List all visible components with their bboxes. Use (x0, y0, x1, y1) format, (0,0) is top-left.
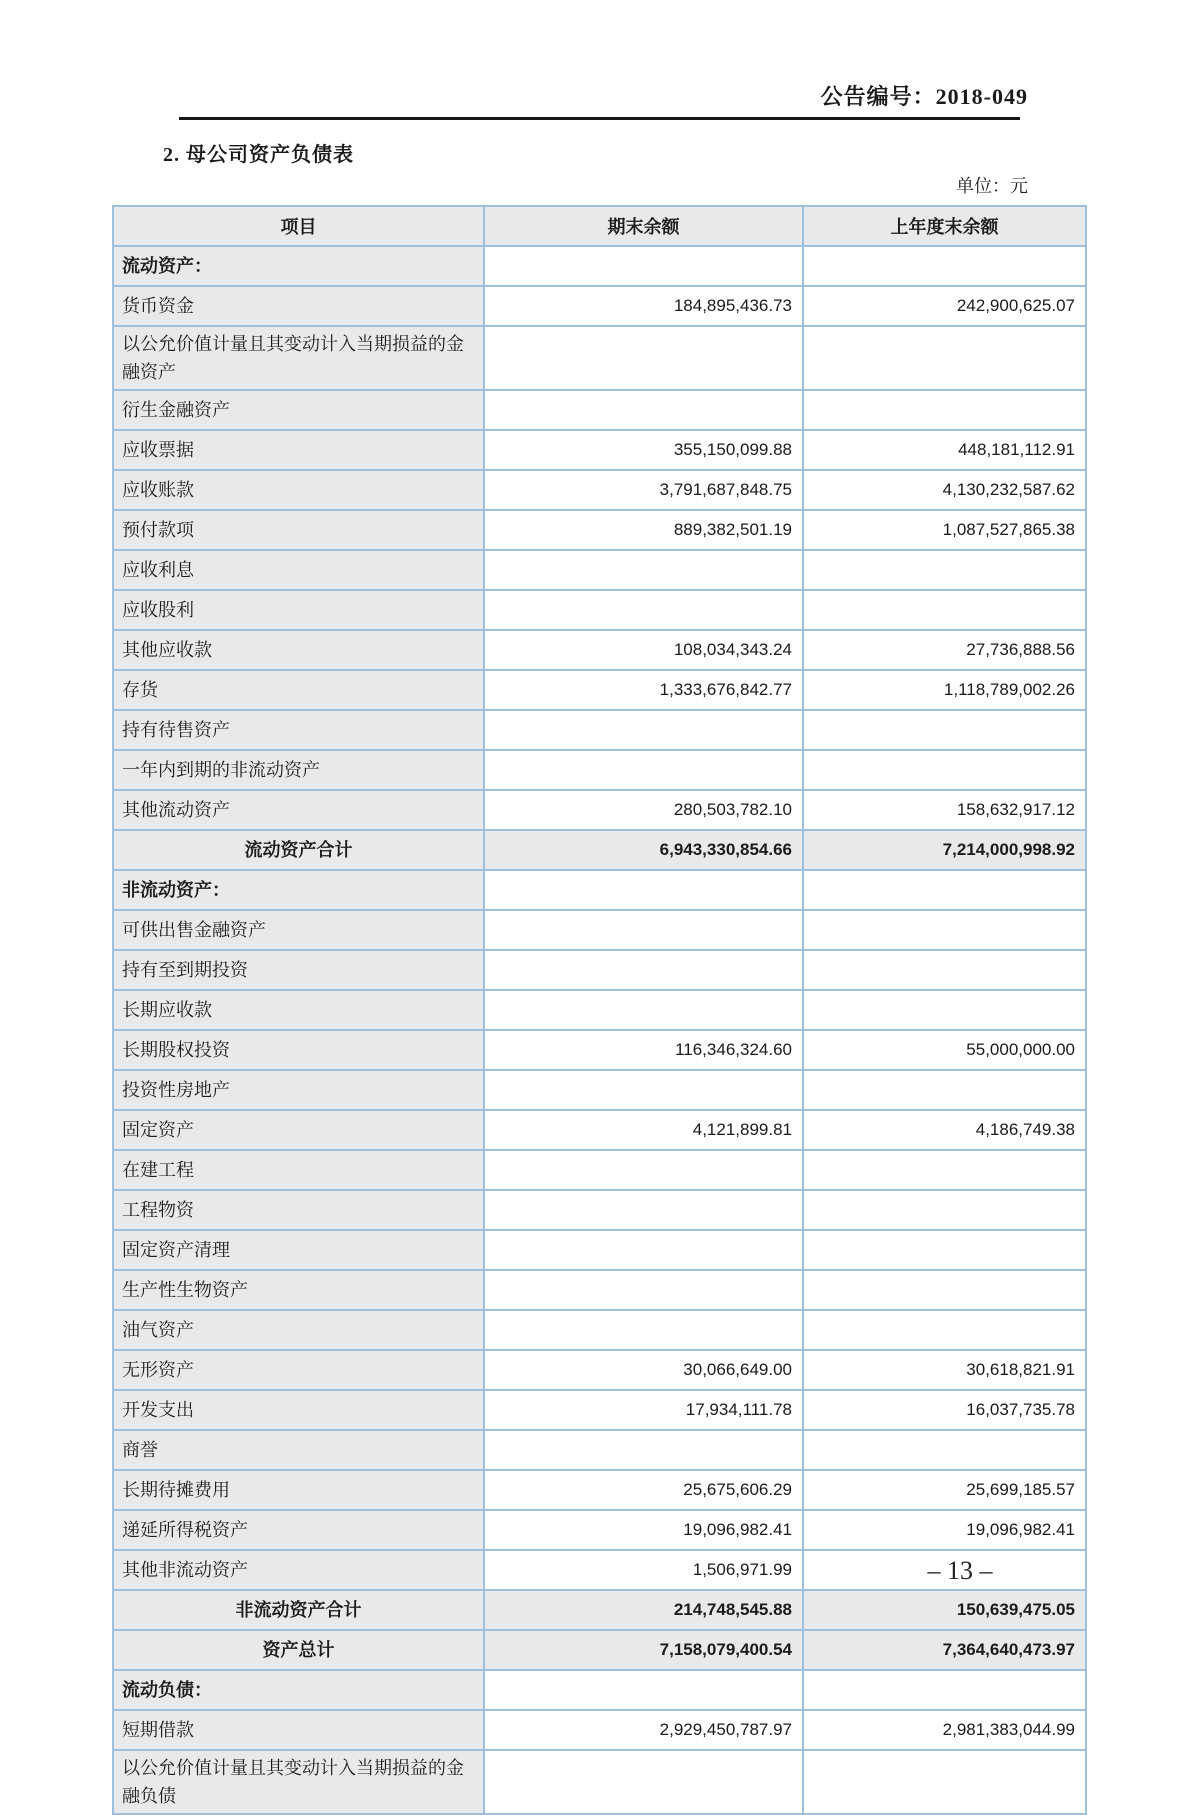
row-item-label: 长期应收款 (113, 990, 484, 1030)
row-current-value: 19,096,982.41 (484, 1510, 803, 1550)
row-current-value: 4,121,899.81 (484, 1110, 803, 1150)
row-current-value (484, 950, 803, 990)
table-row (113, 870, 1086, 910)
unit-label: 单位：元 (956, 176, 1028, 196)
row-prior-value (803, 750, 1086, 790)
row-prior-value: 7,214,000,998.92 (803, 830, 1086, 870)
row-item-label: 货币资金 (113, 286, 484, 326)
row-prior-value (803, 1670, 1086, 1710)
row-item-label: 商誉 (113, 1430, 484, 1470)
row-item-label: 应收票据 (113, 430, 484, 470)
row-item-label: 其他应收款 (113, 630, 484, 670)
row-item-label: 非流动资产合计 (113, 1590, 484, 1630)
table-row (113, 1110, 1086, 1150)
row-item-label: 持有至到期投资 (113, 950, 484, 990)
table-row (113, 550, 1086, 590)
table-row (113, 630, 1086, 670)
table-row (113, 1350, 1086, 1390)
table-row (113, 510, 1086, 550)
row-prior-value: 7,364,640,473.97 (803, 1630, 1086, 1670)
row-current-value: 214,748,545.88 (484, 1590, 803, 1630)
table-row (113, 790, 1086, 830)
row-current-value (484, 990, 803, 1030)
row-current-value (484, 750, 803, 790)
row-item-label: 流动负债： (113, 1670, 484, 1710)
row-item-label: 固定资产 (113, 1110, 484, 1150)
row-prior-value (803, 710, 1086, 750)
table-row (113, 1710, 1086, 1750)
row-current-value: 280,503,782.10 (484, 790, 803, 830)
row-item-label: 生产性生物资产 (113, 1270, 484, 1310)
row-item-label: 无形资产 (113, 1350, 484, 1390)
row-current-value (484, 1750, 803, 1814)
row-prior-value: 1,087,527,865.38 (803, 510, 1086, 550)
row-item-label: 应收账款 (113, 470, 484, 510)
table-row (113, 1430, 1086, 1470)
row-current-value (484, 1270, 803, 1310)
row-current-value (484, 710, 803, 750)
row-current-value (484, 1430, 803, 1470)
row-prior-value (803, 870, 1086, 910)
table-row (113, 430, 1086, 470)
table-row (113, 670, 1086, 710)
row-item-label: 存货 (113, 670, 484, 710)
row-item-label: 以公允价值计量且其变动计入当期损益的金融负债 (113, 1750, 484, 1814)
table-row (113, 470, 1086, 510)
row-prior-value (803, 326, 1086, 390)
header-prior-year-balance-column: 上年度末余额 (803, 206, 1086, 246)
row-item-label: 以公允价值计量且其变动计入当期损益的金融资产 (113, 326, 484, 390)
table-row (113, 990, 1086, 1030)
row-item-label: 长期股权投资 (113, 1030, 484, 1070)
row-current-value (484, 1310, 803, 1350)
table-header-row (113, 206, 1086, 246)
row-prior-value: 2,981,383,044.99 (803, 1710, 1086, 1750)
row-item-label: 固定资产清理 (113, 1230, 484, 1270)
row-item-label: 短期借款 (113, 1710, 484, 1750)
row-item-label: 其他非流动资产 (113, 1550, 484, 1590)
row-item-label: 应收股利 (113, 590, 484, 630)
table-row (113, 1230, 1086, 1270)
row-prior-value (803, 1270, 1086, 1310)
row-current-value (484, 390, 803, 430)
table-row (113, 1630, 1086, 1670)
table-row (113, 1510, 1086, 1550)
table-row (113, 286, 1086, 326)
row-current-value (484, 326, 803, 390)
table-row (113, 1190, 1086, 1230)
table-row (113, 1030, 1086, 1070)
row-prior-value: 242,900,625.07 (803, 286, 1086, 326)
row-item-label: 衍生金融资产 (113, 390, 484, 430)
row-prior-value: 55,000,000.00 (803, 1030, 1086, 1070)
header-item-column: 项目 (113, 206, 484, 246)
row-current-value (484, 870, 803, 910)
row-current-value: 889,382,501.19 (484, 510, 803, 550)
row-item-label: 投资性房地产 (113, 1070, 484, 1110)
row-prior-value (803, 1310, 1086, 1350)
row-prior-value: 16,037,735.78 (803, 1390, 1086, 1430)
row-current-value: 355,150,099.88 (484, 430, 803, 470)
table-row (113, 1070, 1086, 1110)
row-prior-value (803, 390, 1086, 430)
table-row (113, 1750, 1086, 1814)
row-item-label: 开发支出 (113, 1390, 484, 1430)
row-item-label: 长期待摊费用 (113, 1470, 484, 1510)
announcement-number: 公告编号：2018-049 (820, 84, 1028, 109)
row-current-value: 7,158,079,400.54 (484, 1630, 803, 1670)
table-row (113, 1270, 1086, 1310)
row-prior-value (803, 246, 1086, 286)
row-prior-value (803, 1070, 1086, 1110)
row-current-value: 3,791,687,848.75 (484, 470, 803, 510)
table-row (113, 830, 1086, 870)
row-prior-value: 1,118,789,002.26 (803, 670, 1086, 710)
row-item-label: 油气资产 (113, 1310, 484, 1350)
row-prior-value (803, 910, 1086, 950)
row-item-label: 工程物资 (113, 1190, 484, 1230)
row-current-value: 116,346,324.60 (484, 1030, 803, 1070)
row-current-value (484, 1190, 803, 1230)
row-prior-value: 30,618,821.91 (803, 1350, 1086, 1390)
row-current-value: 30,066,649.00 (484, 1350, 803, 1390)
row-item-label: 一年内到期的非流动资产 (113, 750, 484, 790)
row-current-value (484, 550, 803, 590)
row-current-value (484, 246, 803, 286)
table-row (113, 950, 1086, 990)
row-prior-value (803, 990, 1086, 1030)
row-item-label: 其他流动资产 (113, 790, 484, 830)
row-prior-value (803, 1190, 1086, 1230)
table-row (113, 1150, 1086, 1190)
row-prior-value (803, 550, 1086, 590)
row-current-value: 1,333,676,842.77 (484, 670, 803, 710)
table-row (113, 750, 1086, 790)
row-prior-value (803, 1150, 1086, 1190)
row-item-label: 流动资产合计 (113, 830, 484, 870)
row-current-value (484, 1670, 803, 1710)
row-current-value: 108,034,343.24 (484, 630, 803, 670)
row-current-value: 17,934,111.78 (484, 1390, 803, 1430)
row-item-label: 持有待售资产 (113, 710, 484, 750)
section-title: 2. 母公司资产负债表 (163, 144, 354, 166)
table-header (113, 206, 1086, 246)
page-number: – 13 – (927, 1556, 993, 1585)
row-current-value (484, 1230, 803, 1270)
row-current-value: 25,675,606.29 (484, 1470, 803, 1510)
row-prior-value (803, 1750, 1086, 1814)
table-row (113, 246, 1086, 286)
table-row (113, 1670, 1086, 1710)
row-prior-value: 25,699,185.57 (803, 1470, 1086, 1510)
header-current-balance-column: 期末余额 (484, 206, 803, 246)
table-row (113, 710, 1086, 750)
table-row (113, 590, 1086, 630)
row-item-label: 在建工程 (113, 1150, 484, 1190)
table-row (113, 390, 1086, 430)
row-prior-value (803, 950, 1086, 990)
row-item-label: 预付款项 (113, 510, 484, 550)
row-prior-value: 19,096,982.41 (803, 1510, 1086, 1550)
row-prior-value (803, 1230, 1086, 1270)
row-prior-value (803, 1430, 1086, 1470)
row-prior-value: 27,736,888.56 (803, 630, 1086, 670)
table-row (113, 326, 1086, 390)
row-item-label: 应收利息 (113, 550, 484, 590)
row-item-label: 可供出售金融资产 (113, 910, 484, 950)
row-current-value (484, 910, 803, 950)
row-current-value (484, 1070, 803, 1110)
header-divider (179, 117, 1020, 120)
table-row (113, 1390, 1086, 1430)
row-current-value (484, 1150, 803, 1190)
row-prior-value: 158,632,917.12 (803, 790, 1086, 830)
row-current-value: 6,943,330,854.66 (484, 830, 803, 870)
row-prior-value: 4,186,749.38 (803, 1110, 1086, 1150)
row-prior-value (803, 590, 1086, 630)
row-current-value: 2,929,450,787.97 (484, 1710, 803, 1750)
table-row (113, 1590, 1086, 1630)
row-item-label: 非流动资产： (113, 870, 484, 910)
row-prior-value: 4,130,232,587.62 (803, 470, 1086, 510)
row-prior-value: 150,639,475.05 (803, 1590, 1086, 1630)
row-prior-value: 448,181,112.91 (803, 430, 1086, 470)
row-current-value: 1,506,971.99 (484, 1550, 803, 1590)
row-current-value (484, 590, 803, 630)
row-item-label: 资产总计 (113, 1630, 484, 1670)
table-row (113, 1310, 1086, 1350)
table-row (113, 1470, 1086, 1510)
table-row (113, 910, 1086, 950)
row-item-label: 递延所得税资产 (113, 1510, 484, 1550)
row-item-label: 流动资产： (113, 246, 484, 286)
row-current-value: 184,895,436.73 (484, 286, 803, 326)
